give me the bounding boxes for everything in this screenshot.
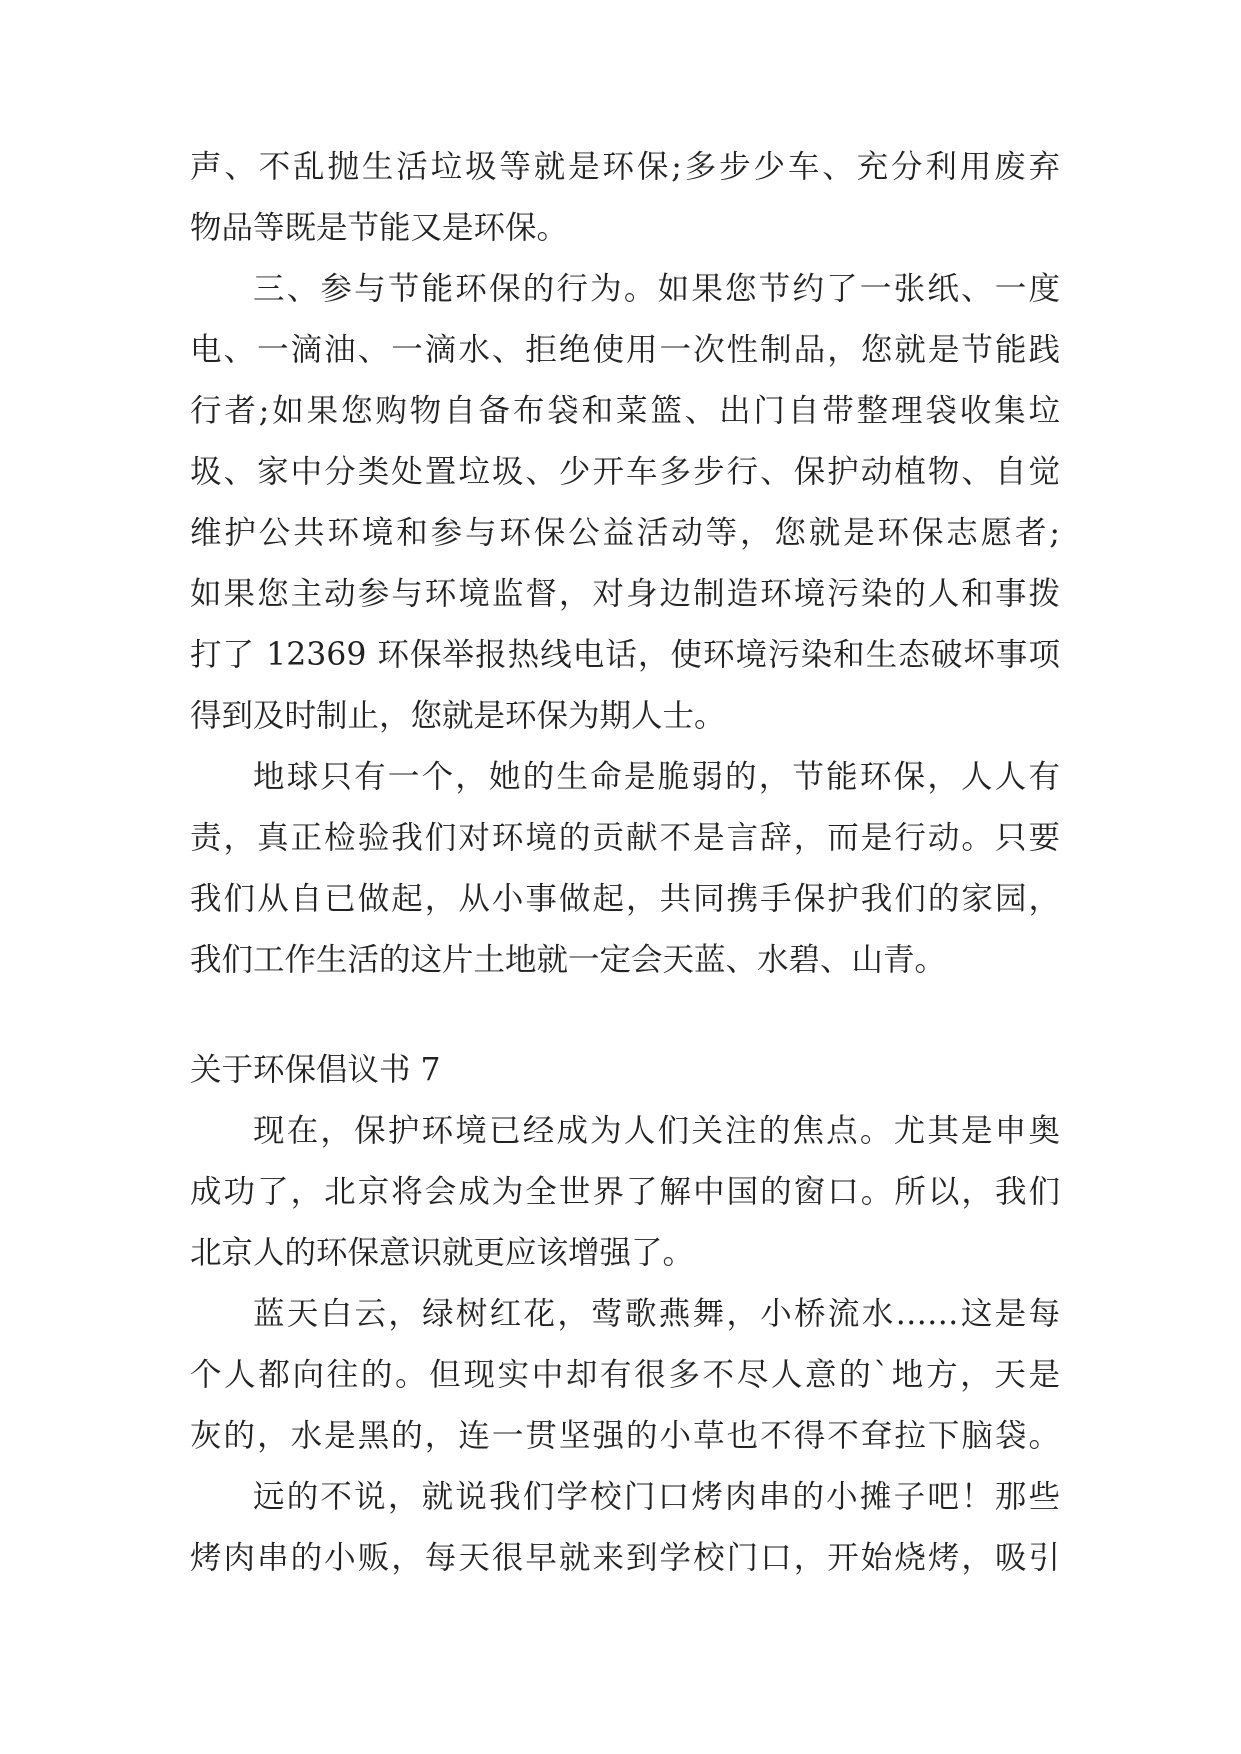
body-text-line: 行者;如果您购物自备布袋和菜篮、出门自带整理袋收集垃 — [190, 393, 1060, 429]
body-text-line: 电、一滴油、一滴水、拒绝使用一次性制品，您就是节能践 — [190, 332, 1060, 368]
body-text-line: 北京人的环保意识就更应该增强了。 — [190, 1235, 695, 1271]
body-text-line: 我们从自已做起，从小事做起，共同携手保护我们的家园， — [190, 881, 1060, 917]
body-text-line: 成功了，北京将会成为全世界了解中国的窗口。所以，我们 — [190, 1174, 1060, 1210]
paragraph-first-line: 蓝天白云，绿树红花，莺歌燕舞，小桥流水……这是每 — [253, 1296, 1060, 1332]
body-text-line: 如果您主动参与环境监督，对身边制造环境污染的人和事拨 — [190, 576, 1060, 612]
body-text-line: 圾、家中分类处置垃圾、少开车多步行、保护动植物、自觉 — [190, 454, 1060, 490]
body-text-line: 声、不乱抛生活垃圾等就是环保;多步少车、充分利用废弃 — [190, 149, 1060, 185]
paragraph-first-line: 地球只有一个，她的生命是脆弱的，节能环保，人人有 — [253, 759, 1060, 795]
body-text-line: 烤肉串的小贩，每天很早就来到学校门口，开始烧烤，吸引 — [190, 1540, 1060, 1576]
paragraph-first-line: 三、参与节能环保的行为。如果您节约了一张纸、一度 — [253, 271, 1060, 307]
body-text-line: 物品等既是节能又是环保。 — [190, 210, 569, 246]
body-text-line: 得到及时制止，您就是环保为期人士。 — [190, 698, 726, 734]
body-text-line: 打了 12369 环保举报热线电话，使环境污染和生态破坏事项 — [190, 637, 1060, 673]
paragraph-first-line: 现在，保护环境已经成为人们关注的焦点。尤其是申奥 — [253, 1113, 1060, 1149]
body-text-line: 我们工作生活的这片土地就一定会天蓝、水碧、山青。 — [190, 942, 947, 978]
body-text-line: 责，真正检验我们对环境的贡献不是言辞，而是行动。只要 — [190, 820, 1060, 856]
paragraph-first-line: 远的不说，就说我们学校门口烤肉串的小摊子吧！那些 — [253, 1479, 1060, 1515]
body-text-line: 灰的，水是黑的，连一贯坚强的小草也不得不耷拉下脑袋。 — [190, 1418, 1060, 1454]
body-text-line: 维护公共环境和参与环保公益活动等，您就是环保志愿者; — [190, 515, 1060, 551]
section-heading: 关于环保倡议书 7 — [190, 1052, 441, 1088]
body-text-line: 个人都向往的。但现实中却有很多不尽人意的`地方，天是 — [190, 1357, 1060, 1393]
